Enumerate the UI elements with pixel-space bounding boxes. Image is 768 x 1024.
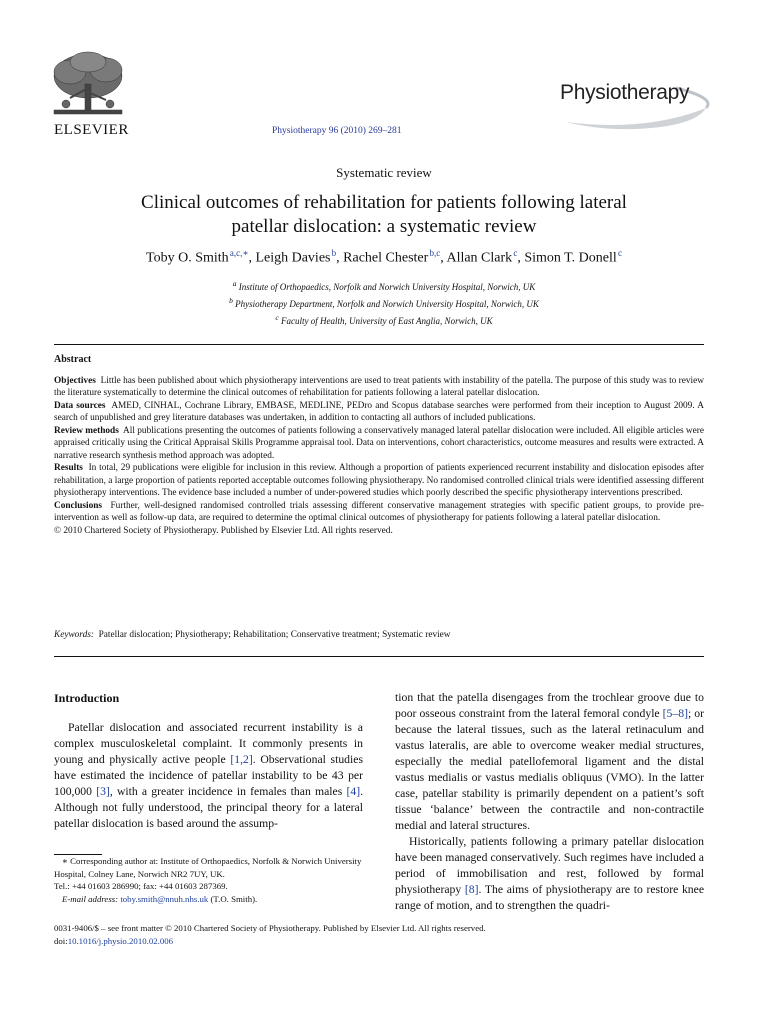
citation-link[interactable]: [1,2] (230, 753, 253, 766)
keywords-label: Keywords: (54, 630, 94, 640)
affiliations (0, 277, 768, 328)
affiliation: $^c$ Faculty of Health, University of East Anglia, Norwich, UK (275, 313, 493, 326)
title-line: Clinical outcomes of rehabilitation for patients following lateral (141, 192, 627, 213)
section-heading: Introduction (54, 691, 120, 705)
citation-link[interactable]: [5–8] (662, 707, 688, 720)
author-list: Toby O. Smith $^{a,c,∗}$, Leigh Davies $^b$, Rachel Chester $^{b,c}$, Allan Clark $^c$, Simon T. Donell $^c$ (146, 248, 622, 266)
article-type: Systematic review (336, 165, 432, 180)
footnote: ∗ Corresponding author at: Institute of Orthopaedics, Norfolk & Norwich University Hospital, Colney Lane, Norwich NR2 7UY, UK. Tel.: +44 01603 286990; fax: +44 01603 287369. E-mail address: toby.smith@nnuh.nhs.uk (T.O. Smith). (54, 856, 362, 904)
author-name: Toby O. Smith (146, 250, 229, 266)
journal-name: Physiotherapy (560, 81, 690, 104)
author-name: Allan Clark (446, 250, 513, 266)
keywords (54, 630, 704, 640)
affiliation: $^a$ Institute of Orthopaedics, Norfolk and Norwich University Hospital, Norwich, UK (232, 279, 536, 292)
abstract-copyright: © 2010 Chartered Society of Physiotherapy. Published by Elsevier Ltd. All rights reserved. (54, 525, 393, 536)
author-affil-marks[interactable]: b (331, 248, 337, 258)
divider (54, 656, 704, 657)
author-affil-marks[interactable]: c (617, 248, 622, 258)
body-column-left (54, 690, 363, 832)
doi-link[interactable]: 10.1016/j.physio.2010.02.006 (67, 936, 174, 946)
author-name: Simon T. Donell (524, 250, 617, 266)
journal-citation[interactable]: Physiotherapy 96 (2010) 269–281 (272, 126, 402, 136)
author-name: Leigh Davies (255, 250, 331, 266)
keywords-text: Patellar dislocation; Physiotherapy; Rehabilitation; Conservative treatment; Systematic review (98, 630, 451, 640)
publisher-name: ELSEVIER (54, 122, 129, 138)
abstract-section: Results In total, 29 publications were eligible for inclusion in this review. Although a proportion of patients experienced recurrent instability and dislocation episodes after rehabilitation, a large proportion of patients reported acceptable outcomes following physiotherapy. No randomised controlled clinical trials were identified assessing different physiotherapy interventions. The evidence base included a number of under-powered studies which poorly described the specific physiotherapy interventions prescribed. (54, 463, 704, 498)
article-title (60, 191, 708, 239)
author-affil-marks[interactable]: b,c (429, 248, 441, 258)
front-matter: 0031-9406/$ – see front matter © 2010 Chartered Society of Physiotherapy. Published by Elsevier Ltd. All rights reserved. (54, 923, 486, 933)
page-footer: 0031-9406/$ – see front matter © 2010 Chartered Society of Physiotherapy. Published by Elsevier Ltd. All rights reserved. doi:10.1016/j.physio.2010.02.006 (54, 922, 704, 948)
citation-link[interactable]: [8] (464, 883, 479, 896)
abstract-heading: Abstract (54, 354, 92, 365)
divider (54, 344, 704, 345)
author-affil-marks[interactable]: a,c,∗ (229, 248, 249, 258)
paragraph: Patellar dislocation and associated recurrent instability is a complex musculoskeletal complaint. It commonly presents in young and physically active people [1,2]. Observational studies have estimated the incidence of patellar instability to be 43 per 100,000 [3], with a greater incidence in females than males [4]. Although not fully understood, the principal theory for a lateral patellar dislocation is based around the assump- (54, 721, 364, 830)
citation-link[interactable]: [4] (346, 785, 361, 798)
author-affil-marks[interactable]: c (513, 248, 518, 258)
abstract (54, 354, 704, 537)
author-name: Rachel Chester (343, 250, 429, 266)
citation-link[interactable]: [3] (96, 785, 110, 798)
affiliation: $^b$ Physiotherapy Department, Norfolk and Norwich University Hospital, Norwich, UK (229, 296, 539, 309)
title-line: patellar dislocation: a systematic review (231, 216, 537, 237)
email-link[interactable]: toby.smith@nnuh.nhs.uk (120, 893, 209, 904)
paragraph: tion that the patella disengages from the trochlear groove due to poor osseous constraint from the lateral femoral condyle [5–8]; or because the lateral tissues, such as the lateral retinaculum and vastus lateralis, are able to overcome weaker medial structures, especially the medial patellofemoral ligament and the distal vastus medialis or vastus medialis obliquus (VMO). In the latter case, patellar stability is primarily dependent on a patient’s soft tissue ‘balance’ between the contractile and non-contractile medial and lateral structures. (395, 691, 704, 832)
abstract-section: Review methods All publications presenting the outcomes of patients following a conservatively managed lateral patellar dislocation were included. All eligible articles were appraised critically using the Critical Appraisal Skills Programme appraisal tool. Data on interventions, cohort characteristics, outcome measures and results were extracted. A narrative research synthesis method approach was adopted. (54, 425, 704, 461)
abstract-section: Data sources AMED, CINHAL, Cochrane Library, EMBASE, MEDLINE, PEDro and Scopus database searches were performed from their inception to August 2009. A search of unpublished and grey literature databases was undertaken, in addition to contacting all authors of included publications. (54, 400, 705, 423)
abstract-section: Objectives Little has been published about which physiotherapy interventions are used to treat patients with instability of the patella. The purpose of this study was to review the literature systematically to determine the clinical outcomes of rehabilitation for patients following a lateral patellar dislocation. (54, 375, 704, 398)
abstract-section: Conclusions Further, well-designed randomised controlled trials assessing different conservative management strategies with specific patient groups, to provide pre-intervention as well as follow-up data, are required to determine the optimal clinical outcomes of physiotherapy for patients following a lateral patellar dislocation. (54, 500, 704, 523)
paragraph: Historically, patients following a primary patellar dislocation have been managed conservatively. Such regimes have included a period of immobilisation and rest, followed by formal physiotherapy [8]. The aims of physiotherapy are to restore knee range of motion, and to strengthen the quadri- (395, 835, 705, 912)
body-column-right (395, 690, 704, 914)
